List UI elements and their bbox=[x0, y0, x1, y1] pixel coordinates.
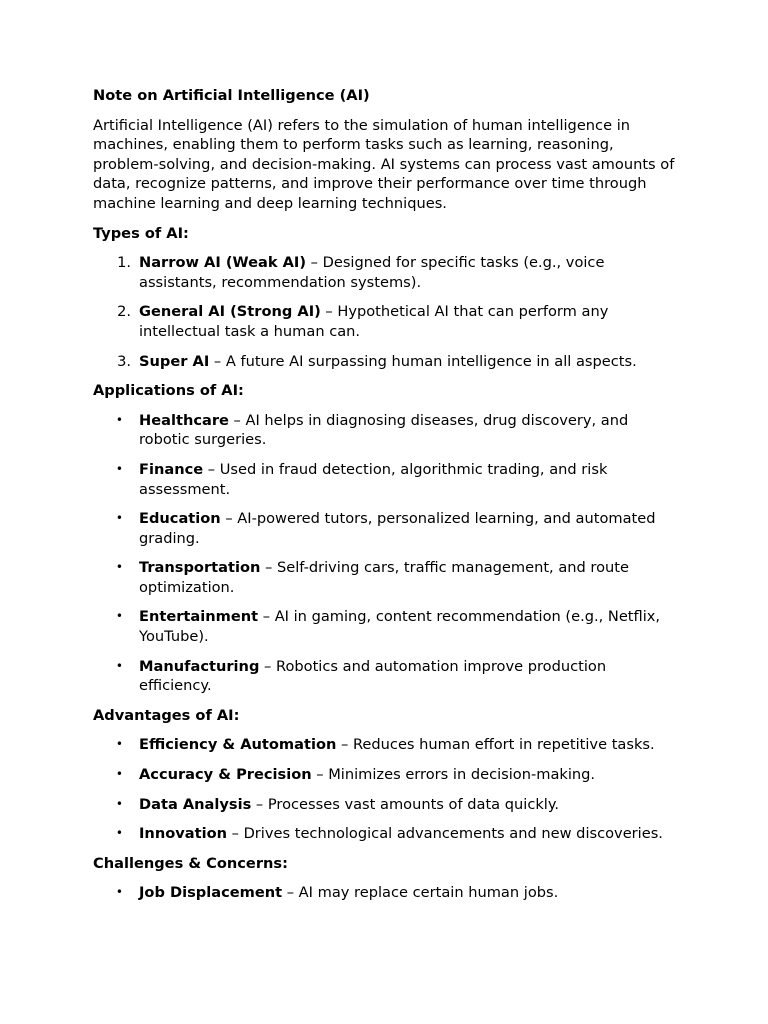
item-description: – Minimizes errors in decision-making. bbox=[311, 766, 596, 784]
item-term: Narrow AI (Weak AI) bbox=[139, 254, 307, 272]
item-description: – AI in gaming, content recommendation (e.g., Netflix, YouTube). bbox=[139, 608, 661, 646]
bullet-icon: • bbox=[115, 658, 123, 673]
bullet-icon: • bbox=[115, 796, 123, 811]
item-description: – Robotics and automation improve production efficiency. bbox=[139, 657, 607, 695]
list-item bbox=[93, 657, 683, 696]
item-term: Data Analysis bbox=[139, 795, 252, 813]
advantages-heading: Advantages of AI: bbox=[93, 706, 240, 724]
item-term: Super AI bbox=[139, 352, 210, 370]
list-item bbox=[93, 558, 683, 597]
bullet-icon: • bbox=[115, 826, 123, 841]
advantages-list bbox=[93, 735, 683, 843]
item-description: – Drives technological advancements and new discoveries. bbox=[227, 825, 663, 843]
list-item bbox=[93, 824, 683, 844]
bullet-icon: • bbox=[115, 737, 123, 752]
bullet-icon: • bbox=[115, 609, 123, 624]
item-description: – Self-driving cars, traffic management, and route optimization. bbox=[139, 559, 629, 596]
intro-paragraph: Artificial Intelligence (AI) refers to the simulation of human intelligence in machines, enabling them to perform tasks such as learning, reasoning, problem-solving, and decision-making. AI systems can process vast amounts of data, recognize patterns, and improve their performance over time through machine learning and deep learning techniques. bbox=[93, 116, 675, 212]
list-number: 2. bbox=[117, 303, 131, 321]
item-term: Finance bbox=[139, 460, 204, 478]
bullet-icon: • bbox=[115, 511, 123, 526]
list-item bbox=[93, 253, 683, 292]
list-item bbox=[93, 735, 683, 755]
list-item bbox=[93, 607, 683, 646]
item-description: – Hypothetical AI that can perform any intellectual task a human can. bbox=[139, 303, 609, 340]
list-item bbox=[93, 302, 683, 341]
bullet-icon: • bbox=[115, 461, 123, 476]
item-term: Job Displacement bbox=[139, 884, 283, 902]
applications-list bbox=[93, 411, 683, 696]
item-term: Healthcare bbox=[139, 411, 229, 429]
challenges-heading: Challenges & Concerns: bbox=[93, 854, 288, 872]
bullet-icon: • bbox=[115, 885, 123, 900]
list-number: 3. bbox=[117, 352, 131, 370]
item-term: Transportation bbox=[139, 559, 261, 577]
list-item bbox=[93, 352, 683, 372]
list-item bbox=[93, 509, 683, 548]
list-item bbox=[93, 460, 683, 499]
item-term: Innovation bbox=[139, 825, 227, 843]
item-term: Entertainment bbox=[139, 608, 259, 626]
item-description: – Used in fraud detection, algorithmic trading, and risk assessment. bbox=[139, 460, 608, 498]
list-item bbox=[93, 411, 683, 450]
applications-heading: Applications of AI: bbox=[93, 382, 244, 400]
item-description: – AI helps in diagnosing diseases, drug discovery, and robotic surgeries. bbox=[139, 411, 629, 449]
list-item bbox=[93, 765, 683, 785]
item-description: – AI may replace certain human jobs. bbox=[282, 884, 559, 902]
list-item bbox=[93, 883, 683, 903]
item-description: – Designed for specific tasks (e.g., voice assistants, recommendation systems). bbox=[139, 254, 605, 291]
types-heading: Types of AI: bbox=[93, 224, 189, 242]
item-term: Accuracy & Precision bbox=[139, 766, 312, 784]
item-term: Manufacturing bbox=[139, 657, 260, 675]
item-description: – A future AI surpassing human intelligence in all aspects. bbox=[209, 352, 637, 370]
list-number: 1. bbox=[117, 254, 131, 272]
item-term: General AI (Strong AI) bbox=[139, 303, 321, 321]
bullet-icon: • bbox=[115, 412, 123, 427]
bullet-icon: • bbox=[115, 560, 123, 575]
document-title: Note on Artificial Intelligence (AI) bbox=[93, 87, 370, 104]
item-description: – AI-powered tutors, personalized learning, and automated grading. bbox=[139, 510, 656, 547]
item-term: Efficiency & Automation bbox=[139, 736, 337, 754]
document-page bbox=[93, 86, 683, 913]
item-term: Education bbox=[139, 510, 221, 528]
challenges-list bbox=[93, 883, 683, 903]
item-description: – Reduces human effort in repetitive tasks. bbox=[336, 736, 655, 754]
item-description: – Processes vast amounts of data quickly. bbox=[251, 795, 560, 813]
list-item bbox=[93, 795, 683, 815]
bullet-icon: • bbox=[115, 767, 123, 782]
types-list bbox=[93, 253, 683, 371]
